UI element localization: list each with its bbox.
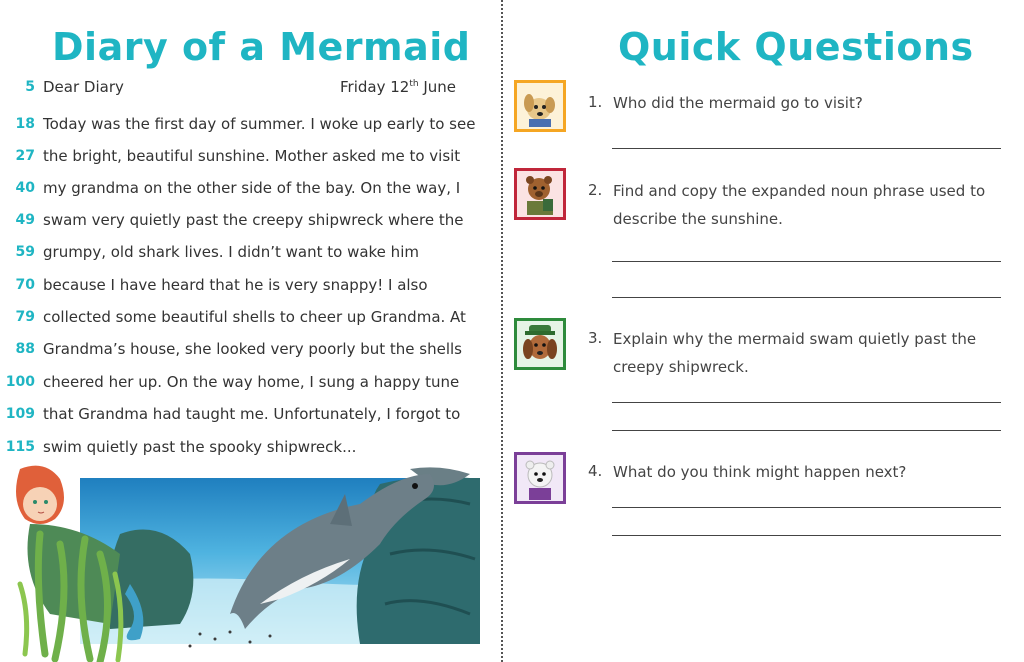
answer-line[interactable] <box>612 430 1001 431</box>
word-count: 49 <box>15 212 35 228</box>
answer-line[interactable] <box>612 297 1001 298</box>
diary-date: Friday 12th June <box>340 78 457 96</box>
answer-line[interactable] <box>612 535 1001 536</box>
word-count: 115 <box>5 439 35 455</box>
word-count: 18 <box>15 116 35 132</box>
question-number: 4. <box>588 462 603 480</box>
quick-questions-title: Quick Questions <box>618 25 974 69</box>
diary-greeting: Dear Diary <box>43 78 124 96</box>
question-number: 1. <box>588 93 603 111</box>
underwater-illustration <box>0 464 480 662</box>
diary-line-text: that Grandma had taught me. Unfortunately, I forgot to <box>43 405 461 423</box>
bloodhound-detective-icon <box>514 318 566 370</box>
diary-line-text: Today was the first day of summer. I woke up early to see <box>43 115 476 133</box>
answer-line[interactable] <box>612 148 1001 149</box>
diary-line-text: Grandma’s house, she looked very poorly but the shells <box>43 340 462 358</box>
dog-detective-icon <box>514 80 566 132</box>
diary-line-text: swam very quietly past the creepy shipwreck where the <box>43 211 464 229</box>
question-number: 3. <box>588 329 603 347</box>
diary-line-text: grumpy, old shark lives. I didn’t want to wake him <box>43 243 419 261</box>
diary-line-text: swim quietly past the spooky shipwreck... <box>43 438 357 456</box>
question-text: Who did the mermaid go to visit? <box>613 94 863 112</box>
word-count: 27 <box>15 148 35 164</box>
diary-line-text: my grandma on the other side of the bay. On the way, I <box>43 179 461 197</box>
diary-title: Diary of a Mermaid <box>52 25 471 69</box>
question-text: Find and copy the expanded noun phrase used to describe the sunshine. <box>613 182 986 228</box>
word-count: 88 <box>15 341 35 357</box>
diary-line-text: the bright, beautiful sunshine. Mother asked me to visit <box>43 147 461 165</box>
bear-with-book-icon <box>514 168 566 220</box>
question-text: What do you think might happen next? <box>613 463 907 481</box>
answer-line[interactable] <box>612 402 1001 403</box>
word-count: 5 <box>25 79 35 95</box>
answer-line[interactable] <box>612 261 1001 262</box>
question-number: 2. <box>588 181 603 199</box>
question-text: Explain why the mermaid swam quietly past the creepy shipwreck. <box>613 330 977 376</box>
word-count: 79 <box>15 309 35 325</box>
polar-bear-icon <box>514 452 566 504</box>
word-count: 70 <box>15 277 35 293</box>
answer-line[interactable] <box>612 507 1001 508</box>
diary-line-text: cheered her up. On the way home, I sung a happy tune <box>43 373 460 391</box>
word-count: 40 <box>15 180 35 196</box>
word-count: 100 <box>5 374 35 390</box>
diary-line-text: collected some beautiful shells to cheer up Grandma. At <box>43 308 466 326</box>
word-count: 109 <box>5 406 35 422</box>
page-divider <box>501 0 503 662</box>
diary-line-text: because I have heard that he is very snappy! I also <box>43 276 428 294</box>
word-count: 59 <box>15 244 35 260</box>
